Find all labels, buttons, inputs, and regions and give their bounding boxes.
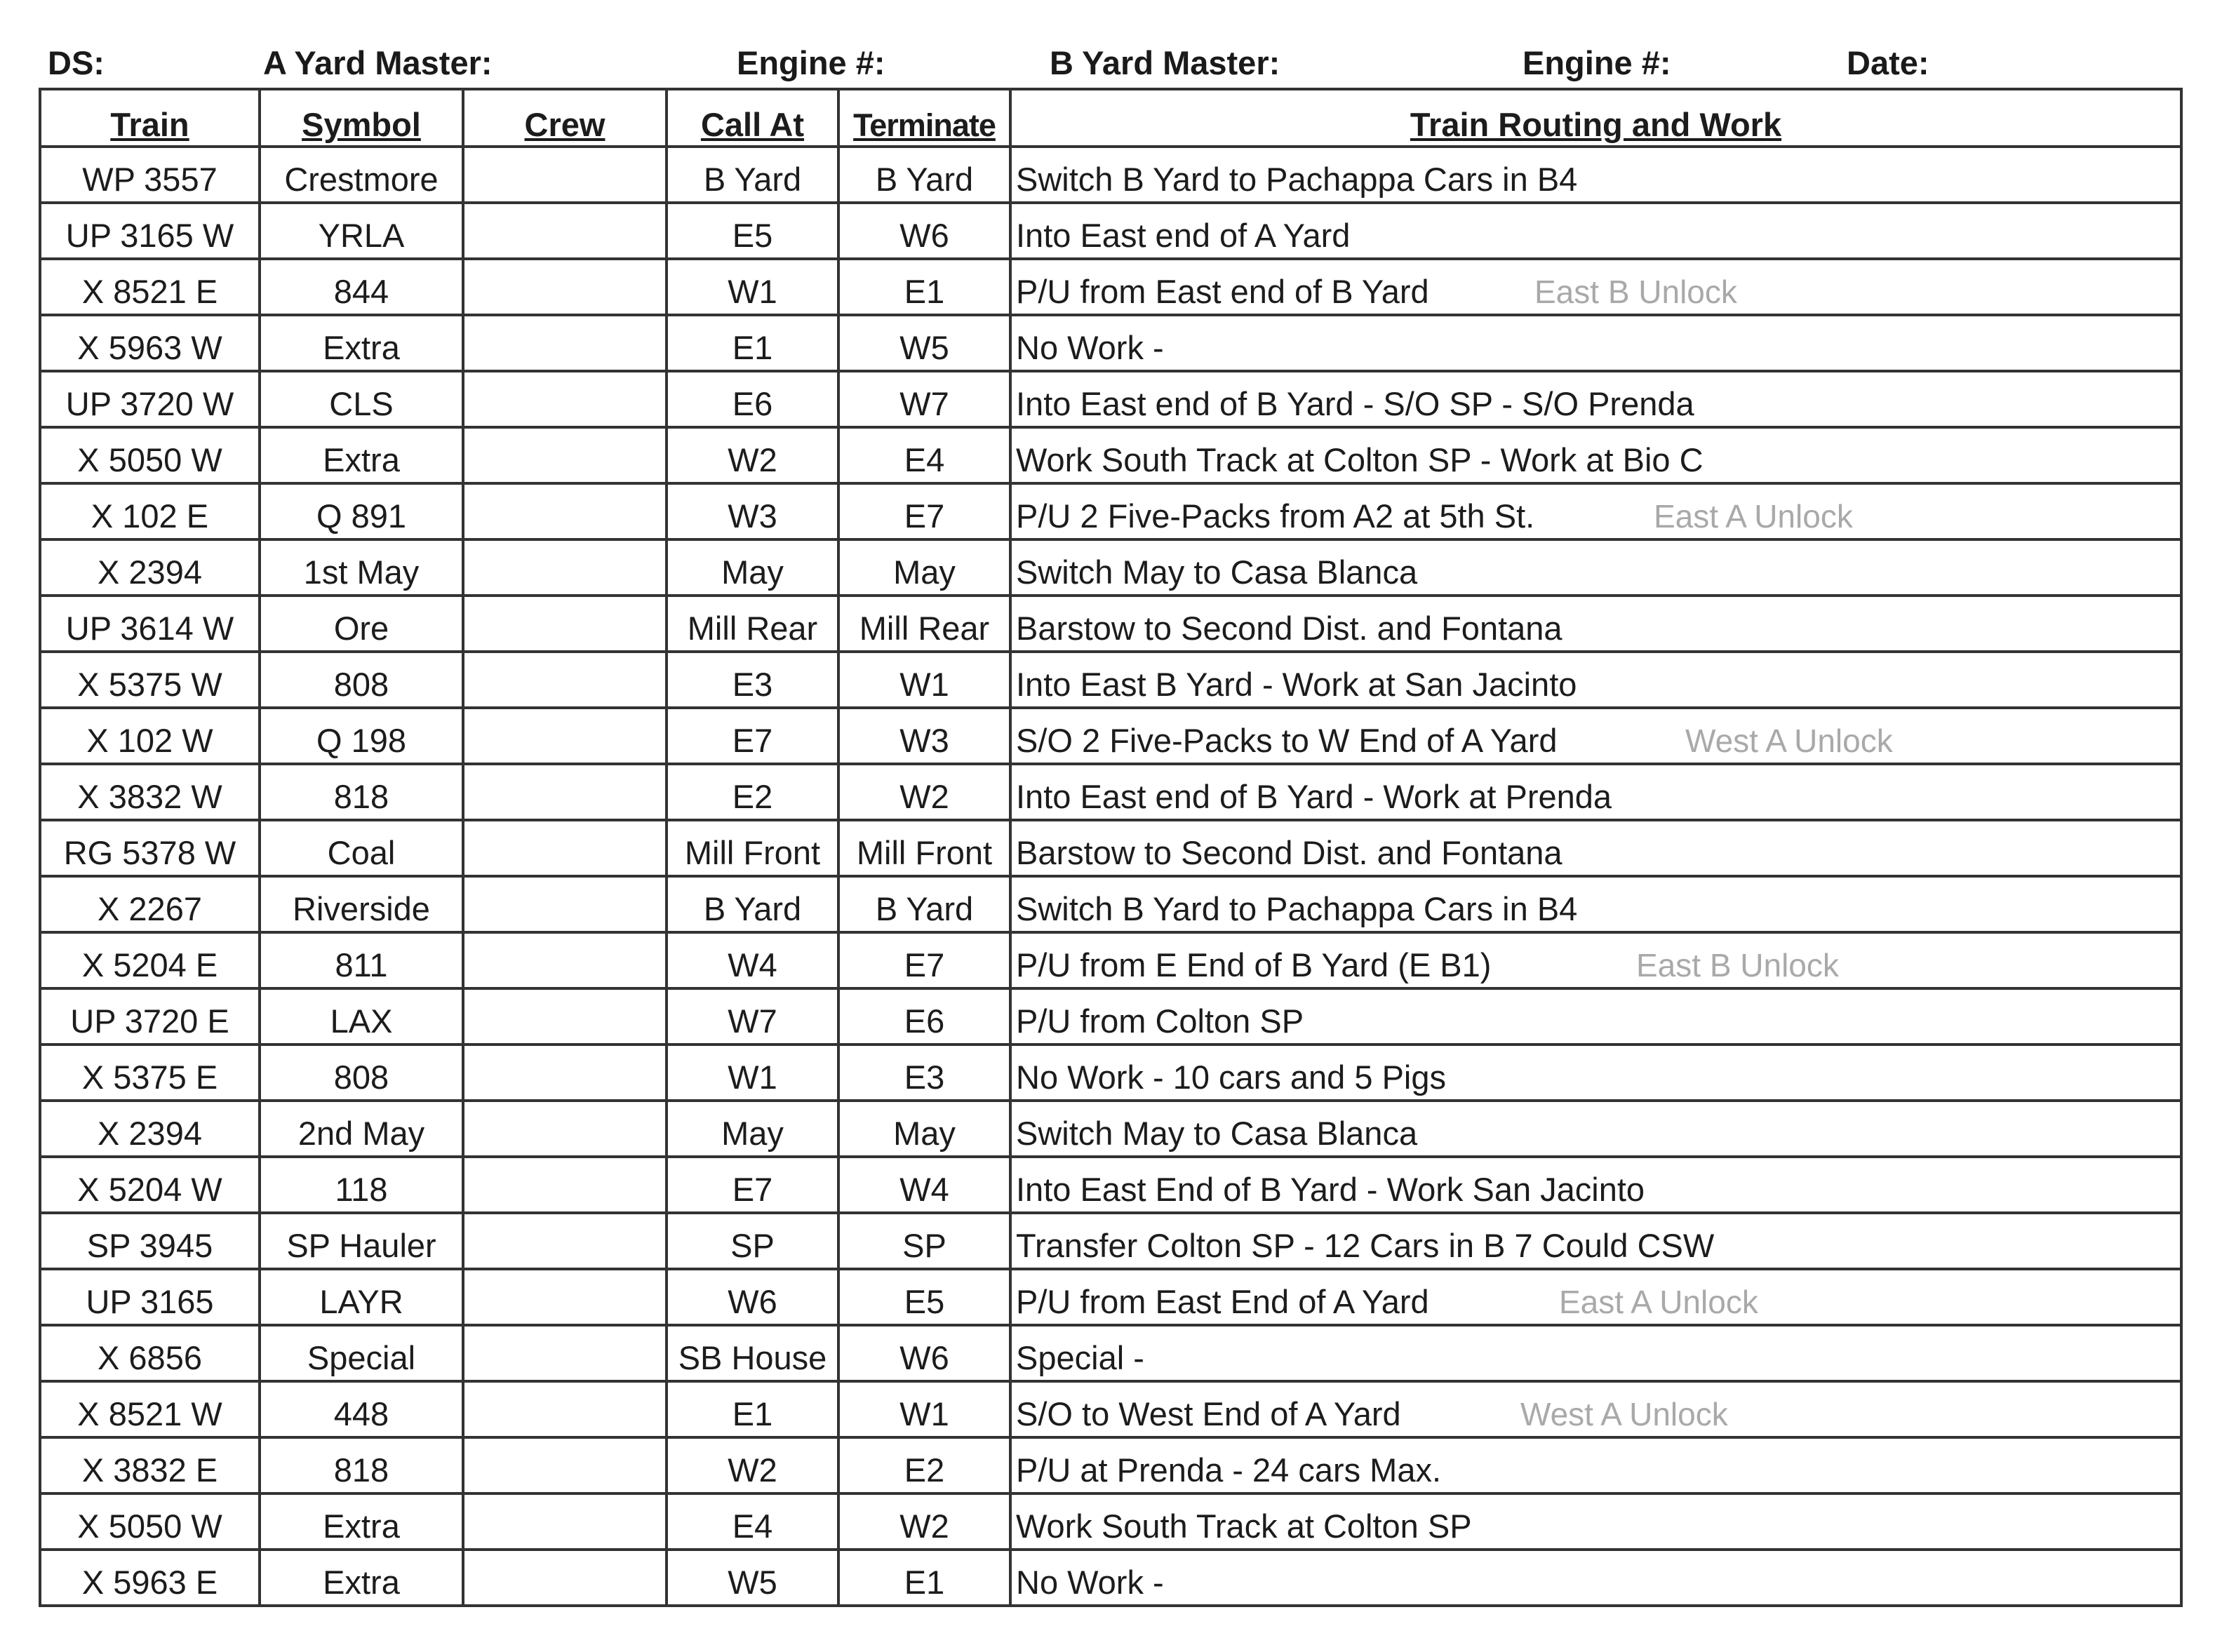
terminate-cell: W6 — [838, 203, 1010, 259]
routing-cell — [1010, 1269, 2181, 1325]
symbol-cell: 118 — [260, 1157, 463, 1213]
call-at-cell: W2 — [667, 427, 838, 483]
call-at-cell: W4 — [667, 932, 838, 988]
column-header-train: Train — [40, 89, 260, 147]
crew-cell — [463, 1493, 667, 1550]
call-at-cell: E3 — [667, 652, 838, 708]
terminate-cell: W2 — [838, 1493, 1010, 1550]
crew-cell — [463, 1325, 667, 1381]
crew-cell — [463, 315, 667, 371]
train-cell: X 102 E — [40, 483, 260, 539]
routing-text: Into East end of B Yard - Work at Prenda — [1016, 778, 1612, 815]
call-at-cell: W2 — [667, 1437, 838, 1493]
terminate-cell: B Yard — [838, 876, 1010, 932]
terminate-cell: E7 — [838, 932, 1010, 988]
b-engine-label: Engine #: — [1523, 44, 1671, 81]
routing-cell — [1010, 1101, 2181, 1157]
table-row — [40, 1325, 2181, 1381]
routing-cell — [1010, 596, 2181, 652]
routing-cell — [1010, 652, 2181, 708]
routing-text: P/U 2 Five-Packs from A2 at 5th St. — [1016, 497, 1535, 535]
crew-cell — [463, 483, 667, 539]
routing-text: P/U from E End of B Yard (E B1) — [1016, 946, 1492, 983]
unlock-note: West A Unlock — [1520, 1396, 1728, 1432]
call-at-cell: W6 — [667, 1269, 838, 1325]
column-header-routing: Train Routing and Work — [1010, 89, 2181, 147]
table-row — [40, 1269, 2181, 1325]
table-row — [40, 820, 2181, 876]
symbol-cell: 808 — [260, 1045, 463, 1101]
crew-cell — [463, 203, 667, 259]
routing-text: Switch May to Casa Blanca — [1016, 553, 1418, 591]
call-at-cell: Mill Front — [667, 820, 838, 876]
train-cell: WP 3557 — [40, 147, 260, 203]
train-cell: X 3832 W — [40, 764, 260, 820]
table-row — [40, 708, 2181, 764]
call-at-cell: E1 — [667, 1381, 838, 1437]
train-cell: X 5050 W — [40, 427, 260, 483]
symbol-cell: Q 891 — [260, 483, 463, 539]
column-header-call-at: Call At — [667, 89, 838, 147]
table-row — [40, 1437, 2181, 1493]
symbol-cell: Coal — [260, 820, 463, 876]
table-row — [40, 652, 2181, 708]
table-row — [40, 539, 2181, 596]
unlock-note: East A Unlock — [1654, 498, 1853, 535]
crew-cell — [463, 259, 667, 315]
terminate-cell: W6 — [838, 1325, 1010, 1381]
train-cell: X 5375 W — [40, 652, 260, 708]
train-cell: X 2267 — [40, 876, 260, 932]
unlock-note: East A Unlock — [1559, 1284, 1758, 1320]
table-row — [40, 988, 2181, 1045]
crew-cell — [463, 764, 667, 820]
symbol-cell: 818 — [260, 1437, 463, 1493]
column-header-terminate: Terminate — [838, 89, 1010, 147]
crew-cell — [463, 147, 667, 203]
train-cell: X 8521 W — [40, 1381, 260, 1437]
routing-text: Into East B Yard - Work at San Jacinto — [1016, 666, 1577, 703]
symbol-cell: Crestmore — [260, 147, 463, 203]
routing-text: Special - — [1016, 1339, 1144, 1376]
train-cell: X 5204 E — [40, 932, 260, 988]
routing-text: No Work - 10 cars and 5 Pigs — [1016, 1059, 1446, 1096]
crew-cell — [463, 988, 667, 1045]
terminate-cell: May — [838, 1101, 1010, 1157]
table-row — [40, 1381, 2181, 1437]
terminate-cell: E3 — [838, 1045, 1010, 1101]
table-header-row — [40, 89, 2181, 147]
train-cell: X 3832 E — [40, 1437, 260, 1493]
train-cell: UP 3720 E — [40, 988, 260, 1045]
terminate-cell: E1 — [838, 259, 1010, 315]
train-cell: X 5204 W — [40, 1157, 260, 1213]
call-at-cell: E6 — [667, 371, 838, 427]
crew-cell — [463, 1157, 667, 1213]
routing-text: Switch May to Casa Blanca — [1016, 1115, 1418, 1152]
call-at-cell: B Yard — [667, 147, 838, 203]
b-yard-master-label: B Yard Master: — [1050, 44, 1280, 81]
routing-text: Switch B Yard to Pachappa Cars in B4 — [1016, 890, 1578, 927]
train-cell: SP 3945 — [40, 1213, 260, 1269]
terminate-cell: W1 — [838, 1381, 1010, 1437]
routing-cell — [1010, 1550, 2181, 1606]
call-at-cell: W1 — [667, 259, 838, 315]
routing-cell — [1010, 820, 2181, 876]
train-cell: UP 3165 — [40, 1269, 260, 1325]
table-row — [40, 876, 2181, 932]
terminate-cell: SP — [838, 1213, 1010, 1269]
routing-cell — [1010, 315, 2181, 371]
date-label: Date: — [1847, 44, 1929, 81]
crew-cell — [463, 1381, 667, 1437]
crew-cell — [463, 876, 667, 932]
crew-cell — [463, 1269, 667, 1325]
routing-cell — [1010, 1493, 2181, 1550]
routing-text: No Work - — [1016, 329, 1164, 366]
symbol-cell: 844 — [260, 259, 463, 315]
symbol-cell: Extra — [260, 1550, 463, 1606]
symbol-cell: Ore — [260, 596, 463, 652]
routing-text: No Work - — [1016, 1564, 1164, 1601]
symbol-cell: 818 — [260, 764, 463, 820]
terminate-cell: W5 — [838, 315, 1010, 371]
routing-text: Barstow to Second Dist. and Fontana — [1016, 834, 1562, 871]
terminate-cell: E4 — [838, 427, 1010, 483]
train-cell: X 5375 E — [40, 1045, 260, 1101]
symbol-cell: 811 — [260, 932, 463, 988]
train-cell: X 8521 E — [40, 259, 260, 315]
call-at-cell: E4 — [667, 1493, 838, 1550]
routing-text: Into East end of B Yard - S/O SP - S/O Prenda — [1016, 385, 1694, 422]
terminate-cell: E5 — [838, 1269, 1010, 1325]
routing-text: Work South Track at Colton SP - Work at Bio C — [1016, 441, 1704, 478]
symbol-cell: Riverside — [260, 876, 463, 932]
symbol-cell: Q 198 — [260, 708, 463, 764]
train-cell: X 102 W — [40, 708, 260, 764]
routing-cell — [1010, 876, 2181, 932]
crew-cell — [463, 820, 667, 876]
crew-cell — [463, 596, 667, 652]
call-at-cell: May — [667, 1101, 838, 1157]
table-row — [40, 932, 2181, 988]
routing-cell — [1010, 708, 2181, 764]
routing-text: Barstow to Second Dist. and Fontana — [1016, 610, 1562, 647]
symbol-cell: LAX — [260, 988, 463, 1045]
call-at-cell: E5 — [667, 203, 838, 259]
routing-cell — [1010, 483, 2181, 539]
symbol-cell: 1st May — [260, 539, 463, 596]
symbol-cell: Special — [260, 1325, 463, 1381]
routing-cell — [1010, 1381, 2181, 1437]
routing-text: Switch B Yard to Pachappa Cars in B4 — [1016, 161, 1578, 198]
call-at-cell: W5 — [667, 1550, 838, 1606]
train-cell: RG 5378 W — [40, 820, 260, 876]
train-cell: X 2394 — [40, 1101, 260, 1157]
column-header-crew: Crew — [463, 89, 667, 147]
table-row — [40, 371, 2181, 427]
symbol-cell: LAYR — [260, 1269, 463, 1325]
terminate-cell: Mill Rear — [838, 596, 1010, 652]
crew-cell — [463, 1437, 667, 1493]
unlock-note: West A Unlock — [1685, 723, 1893, 759]
crew-cell — [463, 371, 667, 427]
table-row — [40, 315, 2181, 371]
terminate-cell: E1 — [838, 1550, 1010, 1606]
routing-cell — [1010, 1325, 2181, 1381]
terminate-cell: May — [838, 539, 1010, 596]
call-at-cell: SB House — [667, 1325, 838, 1381]
train-cell: X 5050 W — [40, 1493, 260, 1550]
terminate-cell: B Yard — [838, 147, 1010, 203]
table-row — [40, 1550, 2181, 1606]
table-row — [40, 764, 2181, 820]
table-row — [40, 1045, 2181, 1101]
terminate-cell: E7 — [838, 483, 1010, 539]
call-at-cell: B Yard — [667, 876, 838, 932]
symbol-cell: 808 — [260, 652, 463, 708]
unlock-note: East B Unlock — [1636, 947, 1839, 983]
train-cell: X 2394 — [40, 539, 260, 596]
terminate-cell: E6 — [838, 988, 1010, 1045]
routing-cell — [1010, 764, 2181, 820]
symbol-cell: Extra — [260, 1493, 463, 1550]
routing-text: S/O 2 Five-Packs to W End of A Yard — [1016, 722, 1558, 759]
crew-cell — [463, 1045, 667, 1101]
train-cell: X 5963 E — [40, 1550, 260, 1606]
table-row — [40, 203, 2181, 259]
routing-text: Work South Track at Colton SP — [1016, 1507, 1472, 1545]
train-cell: UP 3720 W — [40, 371, 260, 427]
routing-cell — [1010, 1157, 2181, 1213]
table-row — [40, 483, 2181, 539]
symbol-cell: Extra — [260, 315, 463, 371]
crew-cell — [463, 932, 667, 988]
crew-cell — [463, 1213, 667, 1269]
train-cell: UP 3165 W — [40, 203, 260, 259]
call-at-cell: E1 — [667, 315, 838, 371]
routing-cell — [1010, 259, 2181, 315]
routing-cell — [1010, 1213, 2181, 1269]
routing-text: P/U at Prenda - 24 cars Max. — [1016, 1451, 1442, 1489]
routing-text: Into East end of A Yard — [1016, 217, 1351, 254]
routing-text: P/U from East end of B Yard — [1016, 273, 1429, 310]
terminate-cell: E2 — [838, 1437, 1010, 1493]
column-header-symbol: Symbol — [260, 89, 463, 147]
terminate-cell: W7 — [838, 371, 1010, 427]
a-yard-master-label: A Yard Master: — [263, 44, 493, 81]
routing-cell — [1010, 1437, 2181, 1493]
table-row — [40, 1493, 2181, 1550]
call-at-cell: E2 — [667, 764, 838, 820]
crew-cell — [463, 427, 667, 483]
terminate-cell: W3 — [838, 708, 1010, 764]
routing-cell — [1010, 427, 2181, 483]
table-row — [40, 259, 2181, 315]
terminate-cell: Mill Front — [838, 820, 1010, 876]
call-at-cell: SP — [667, 1213, 838, 1269]
routing-text: P/U from East End of A Yard — [1016, 1283, 1429, 1320]
symbol-cell: YRLA — [260, 203, 463, 259]
table-row — [40, 1157, 2181, 1213]
call-at-cell: Mill Rear — [667, 596, 838, 652]
routing-text: Transfer Colton SP - 12 Cars in B 7 Could CSW — [1016, 1227, 1715, 1264]
table-row — [40, 1101, 2181, 1157]
call-at-cell: W1 — [667, 1045, 838, 1101]
call-at-cell: E7 — [667, 1157, 838, 1213]
terminate-cell: W2 — [838, 764, 1010, 820]
table-row — [40, 147, 2181, 203]
crew-cell — [463, 1101, 667, 1157]
crew-cell — [463, 539, 667, 596]
train-schedule-table — [39, 88, 2183, 1607]
train-cell: X 5963 W — [40, 315, 260, 371]
call-at-cell: E7 — [667, 708, 838, 764]
crew-cell — [463, 652, 667, 708]
symbol-cell: Extra — [260, 427, 463, 483]
symbol-cell: 448 — [260, 1381, 463, 1437]
terminate-cell: W4 — [838, 1157, 1010, 1213]
terminate-cell: W1 — [838, 652, 1010, 708]
symbol-cell: SP Hauler — [260, 1213, 463, 1269]
routing-cell — [1010, 539, 2181, 596]
train-cell: X 6856 — [40, 1325, 260, 1381]
crew-cell — [463, 708, 667, 764]
symbol-cell: 2nd May — [260, 1101, 463, 1157]
routing-cell — [1010, 147, 2181, 203]
table-row — [40, 427, 2181, 483]
a-engine-label: Engine #: — [737, 44, 885, 81]
routing-cell — [1010, 1045, 2181, 1101]
routing-text: S/O to West End of A Yard — [1016, 1395, 1401, 1432]
table-row — [40, 1213, 2181, 1269]
routing-cell — [1010, 932, 2181, 988]
crew-cell — [463, 1550, 667, 1606]
symbol-cell: CLS — [260, 371, 463, 427]
call-at-cell: W7 — [667, 988, 838, 1045]
routing-text: Into East End of B Yard - Work San Jacinto — [1016, 1171, 1645, 1208]
ds-label: DS: — [48, 44, 105, 81]
train-cell: UP 3614 W — [40, 596, 260, 652]
routing-text: P/U from Colton SP — [1016, 1002, 1304, 1040]
unlock-note: East B Unlock — [1534, 274, 1737, 310]
routing-cell — [1010, 371, 2181, 427]
table-row — [40, 596, 2181, 652]
call-at-cell: May — [667, 539, 838, 596]
routing-cell — [1010, 203, 2181, 259]
call-at-cell: W3 — [667, 483, 838, 539]
routing-cell — [1010, 988, 2181, 1045]
